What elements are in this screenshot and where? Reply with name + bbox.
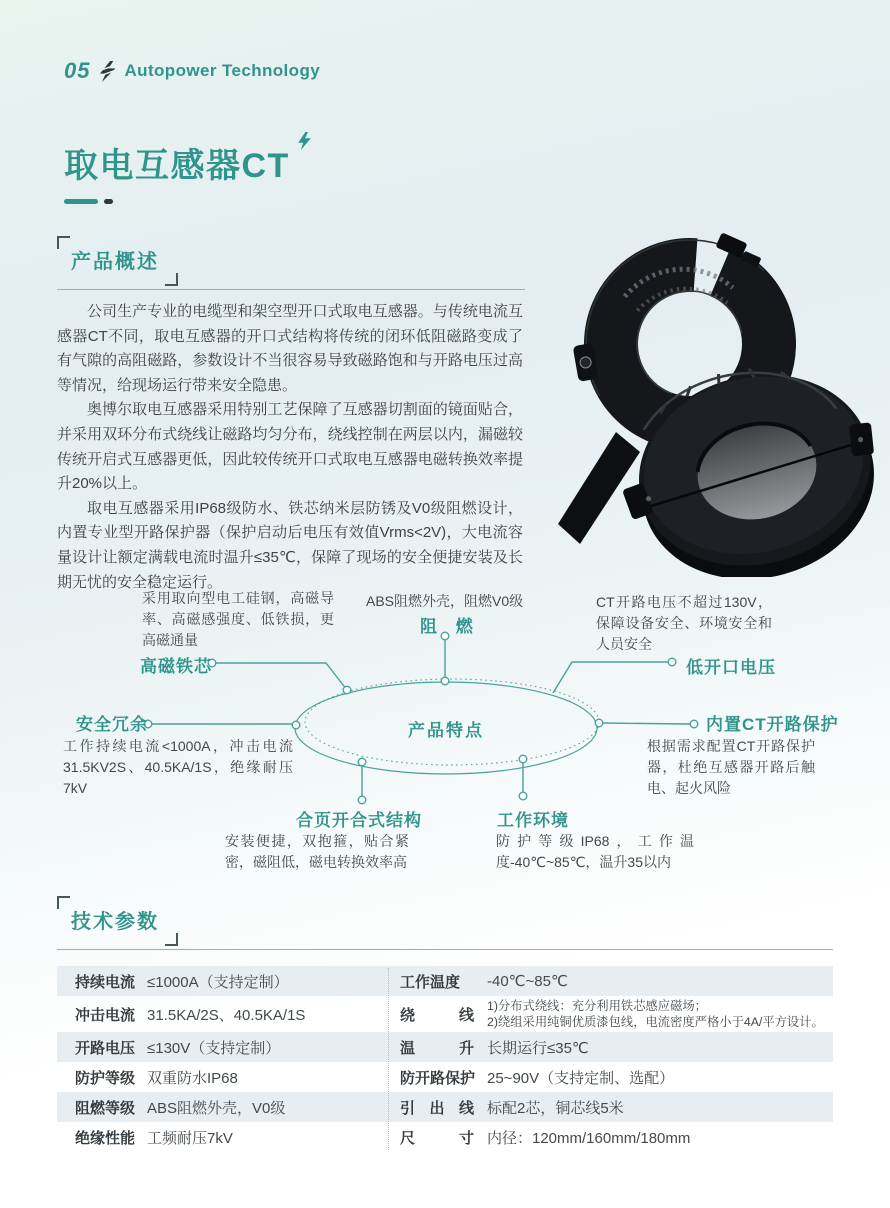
lightning-icon	[298, 132, 311, 155]
feature-label: 合页开合式结构	[296, 811, 422, 830]
title-underline	[64, 199, 311, 204]
spec-label: 引出线	[400, 1099, 474, 1117]
spec-label: 尺寸	[400, 1129, 474, 1147]
header	[64, 58, 320, 84]
feature-label: 低开口电压	[686, 658, 776, 677]
table-row	[57, 1122, 833, 1152]
spec-value: 内径：120mm/160mm/180mm	[487, 1129, 691, 1147]
table-row	[57, 1032, 833, 1062]
table-row	[57, 996, 833, 1032]
feature-label: 阻 燃	[420, 617, 480, 636]
brand-name: Autopower Technology	[124, 61, 321, 80]
page-title: 取电互感器CT	[64, 147, 290, 185]
spec-label: 温升	[400, 1039, 474, 1057]
feature-desc: 根据需求配置CT开路保护器，杜绝互感器开路后触电、起火风险	[647, 738, 815, 796]
spec-value: 25~90V（支持定制、选配）	[487, 1069, 675, 1087]
spec-value: 1)分布式绕线：充分利用铁芯感应磁场； 2)绕组采用纯铜优质漆包线，电流密度严格小于4A/平方设计。	[487, 999, 824, 1029]
title-block	[64, 138, 311, 204]
section-heading: 技术参数	[57, 896, 178, 946]
section-rule	[57, 289, 525, 290]
spec-value: 31.5KA/2S、40.5KA/1S	[147, 1006, 306, 1024]
feature-desc: 防护等级IP68，工作温度-40℃~85℃，温升35以内	[496, 833, 694, 870]
spec-label: 绕线	[400, 1006, 474, 1024]
feature-desc: ABS阻燃外壳，阻燃V0级	[366, 593, 524, 609]
spec-label: 防开路保护	[400, 1069, 476, 1087]
section-heading: 产品概述	[57, 236, 178, 286]
paragraph: 取电互感器采用IP68级防水、铁芯纳米层防锈及V0级阻燃设计，内置专业型开路保护器（保护启动后电压有效值Vrms<2V)，大电流容量设计让额定满载电流时温升≤35℃，保障了现场的安全便捷安装及长期无忧的安全稳定运行。	[57, 499, 523, 591]
overview-text	[57, 300, 523, 595]
spec-value: -40℃~85℃	[487, 973, 568, 990]
spec-label: 阻燃等级	[75, 1099, 136, 1117]
spec-label: 持续电流	[75, 973, 136, 991]
page-number: 05	[64, 58, 91, 83]
spec-table	[57, 966, 833, 1152]
feature-label: 内置CT开路保护	[706, 715, 839, 734]
spec-label: 工作温度	[400, 973, 461, 991]
feature-desc: CT开路电压不超过130V，保障设备安全、环境安全和人员安全	[596, 594, 772, 652]
section-overview	[57, 236, 525, 595]
spec-value: 工频耐压7kV	[147, 1129, 233, 1147]
spec-value: ABS阻燃外壳，V0级	[147, 1099, 286, 1117]
feature-desc: 工作持续电流<1000A，冲击电流31.5KV2S、40.5KA/1S，绝缘耐压7kV	[63, 738, 293, 796]
spec-value: ≤130V（支持定制）	[147, 1039, 281, 1057]
feature-desc: 采用取向型电工硅钢，高磁导率、高磁感强度、低铁损，更高磁通量	[142, 590, 334, 648]
underline-dash	[104, 199, 113, 204]
feature-label: 高磁铁芯	[140, 657, 212, 676]
paragraph: 奥博尔取电互感器采用特别工艺保障了互感器切割面的镜面贴合，并采用双环分布式绕线让磁路均匀分布，绕线控制在两层以内，漏磁较传统开启式互感器更低，因此较传统开口式取电互感器电磁转换效率提升20%以上。	[57, 401, 523, 493]
spec-label: 防护等级	[75, 1069, 136, 1087]
spec-value: 长期运行≤35℃	[487, 1039, 589, 1057]
table-row	[57, 1062, 833, 1092]
spec-value: 双重防水IP68	[147, 1069, 238, 1087]
spec-label: 绝缘性能	[75, 1129, 136, 1147]
section-rule	[57, 949, 833, 950]
underline-accent	[64, 199, 98, 204]
table-divider	[388, 968, 389, 1150]
spec-value: 标配2芯，铜芯线5米	[487, 1099, 624, 1117]
ct-strap	[558, 432, 640, 544]
table-row	[57, 966, 833, 996]
feature-label: 安全冗余	[76, 715, 148, 734]
spec-label: 冲击电流	[75, 1006, 136, 1024]
table-row	[57, 1092, 833, 1122]
spec-value: ≤1000A（支持定制）	[147, 973, 289, 991]
section-specs	[57, 896, 833, 1152]
feature-center-label: 产品特点	[408, 721, 484, 740]
lightning-icon	[99, 61, 115, 82]
feature-label: 工作环境	[497, 811, 569, 830]
product-photo	[528, 232, 888, 577]
features-diagram	[0, 580, 890, 900]
paragraph: 公司生产专业的电缆型和架空型开口式取电互感器。与传统电流互感器CT不同，取电互感器的开口式结构将传统的闭环低阻磁路变成了有气隙的高阻磁路，参数设计不当很容易导致磁路饱和与开路电压过高等情况，给现场运行带来安全隐患。	[57, 303, 523, 394]
feature-desc: 安装便捷，双抱箍，贴合紧密，磁阻低，磁电转换效率高	[225, 833, 409, 870]
spec-label: 开路电压	[75, 1039, 136, 1057]
